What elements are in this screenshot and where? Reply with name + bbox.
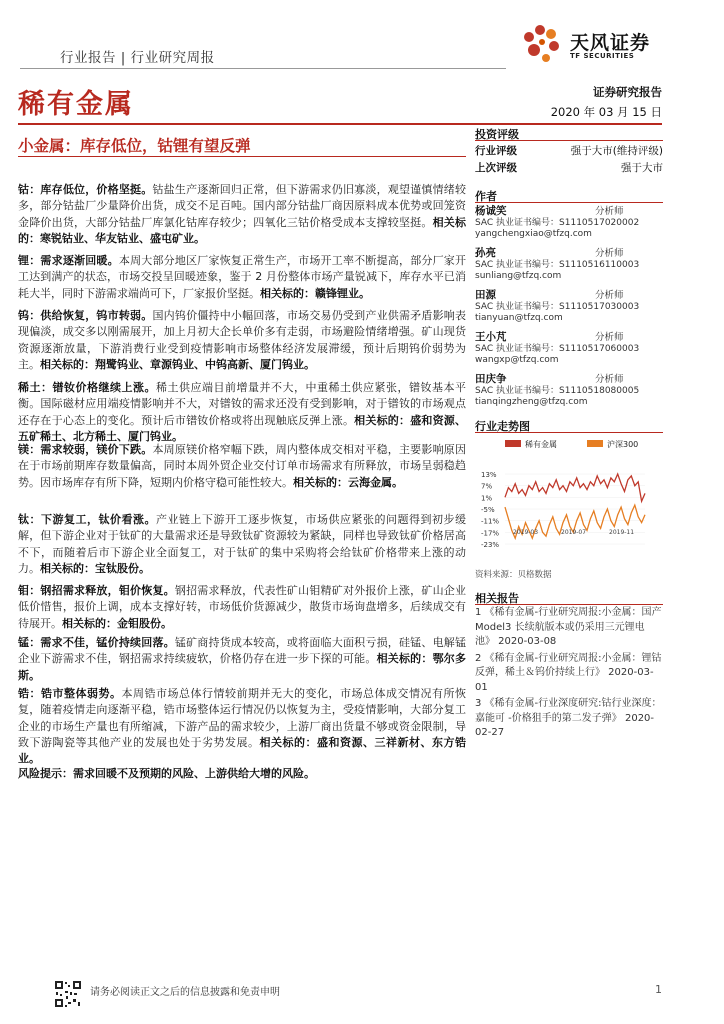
related-stocks: 翔鹭钨业、章源钨业、中钨高新、厦门钨业。 (95, 357, 315, 371)
y-tick-label: -23% (481, 541, 500, 549)
author-entry (475, 206, 663, 241)
author-email[interactable]: tianyuan@tfzq.com (475, 313, 563, 323)
rating-label: 行业评级 (475, 145, 517, 157)
related-report-item[interactable]: 3 《稀有金属-行业深度研究:钴行业深度：嘉能可 -价格狙手的第二发子弹》 2020-02-27 (475, 698, 662, 738)
paragraph-lead: 锂：需求逐渐回暖。 (18, 254, 119, 267)
authors-divider (475, 202, 663, 203)
author-name: 孙亮 (475, 247, 496, 259)
legend-label: 稀有金属 (525, 440, 557, 449)
paragraph-lead: 钴：库存低位，价格坚挺。 (18, 183, 153, 196)
rating-value: 强于大市 (621, 162, 663, 174)
paragraph-text: 国内钨价僵持中小幅回落，市场交易仍受到产业供需矛盾影响表现偏淡，成交多以刚需展开，加上月初大企长单价多有走弱，市场避险情绪增强。矿山现货资源逐渐放量，下游消费行业受到疫情影响市场整体经济发展滞缓，预计后期钨价弱势为主。 (18, 309, 467, 371)
paragraph-text: 锰矿商持货成本较高，或将面临大面积亏损，硅锰、电解锰企业下游需求不佳，钢招需求持续疲软，价格仍存在进一步下探的可能。 (18, 636, 467, 666)
rating-label: 上次评级 (475, 162, 517, 174)
author-entry (475, 248, 663, 283)
body-paragraph (18, 380, 466, 445)
y-tick-label: 7% (481, 482, 493, 491)
sector-divider (18, 123, 662, 125)
legend-swatch-csi300 (587, 440, 603, 447)
risk-text: 需求回暖不及预期的风险、上游供给大增的风险。 (73, 767, 315, 780)
paragraph-lead: 镁：需求较弱，镁价下跌。 (18, 443, 153, 456)
related-stocks: 赣锋锂业。 (315, 286, 370, 300)
x-tick-label: 2019-07 (561, 529, 587, 536)
related-stocks: 鄂尔多斯。 (18, 652, 467, 682)
title-divider (18, 156, 466, 157)
author-name: 田源 (475, 289, 496, 301)
related-stocks-label: 相关标的： (40, 357, 95, 371)
body-paragraph (18, 686, 466, 767)
author-role: 分析师 (595, 248, 624, 259)
author-sac: SAC 执业证书编号：S1110517030003 (475, 301, 640, 312)
legend-swatch-rare-metals (505, 440, 521, 447)
related-stocks: 金钼股份。 (117, 616, 172, 630)
related-divider (475, 604, 663, 605)
y-tick-label: -11% (481, 517, 500, 526)
body-paragraph (18, 308, 466, 373)
industry-trend-chart (475, 432, 663, 564)
brand-name-en: TF SECURITIES (570, 52, 635, 60)
author-name: 田庆争 (475, 373, 507, 385)
author-sac: SAC 执业证书编号：S1110516110003 (475, 259, 640, 270)
author-email[interactable]: wangxp@tfzq.com (475, 355, 559, 365)
author-entry (475, 332, 663, 367)
author-name: 王小芃 (475, 331, 507, 343)
y-tick-label: 1% (481, 494, 493, 503)
rating-value: 强于大市(维持评级) (570, 145, 663, 157)
qr-code-icon (54, 980, 82, 1008)
sector-title: 稀有金属 (18, 89, 134, 120)
related-stocks: 盛和资源、五矿稀土、北方稀土、厦门钨业。 (18, 413, 467, 443)
author-email[interactable]: sunliang@tfzq.com (475, 271, 562, 281)
paragraph-lead: 钨：供给恢复，钨市转弱。 (18, 309, 153, 322)
paragraph-text: 产业链上下游开工逐步恢复，市场供应紧张的问题得到初步缓解，但下游企业对于钛矿的大量需求还是导致钛矿资源较为紧缺，同样也导致钛矿价格居高不下，而随着后市下游企业全面复工，对于钛矿的集中采购将会给钛矿价格带来上涨的动力。 (18, 513, 466, 575)
page-number: 1 (655, 983, 662, 996)
related-stocks-label: 相关标的： (354, 413, 411, 427)
related-report-item[interactable]: 1 《稀有金属-行业研究周报:小金属：国产 Model3 长续航版本或仍采用三元锂电池》 2020-03-08 (475, 607, 662, 647)
rating-row-industry (475, 143, 663, 158)
rating-section-header: 投资评级 (475, 128, 519, 141)
related-stocks-label: 相关标的： (260, 286, 315, 300)
report-title: 小金属：库存低位，钴锂有望反弹 (18, 137, 251, 155)
body-paragraph (18, 182, 466, 247)
author-name: 杨诚笑 (475, 205, 507, 217)
author-sac: SAC 执业证书编号：S1110518080005 (475, 385, 640, 396)
chart-source: 资料来源：贝格数据 (475, 570, 552, 580)
author-sac: SAC 执业证书编号：S1110517020002 (475, 217, 640, 228)
paragraph-text: 本周原镁价格窄幅下跌，周内整体成交相对平稳，主要影响原因在于市场前期库存数量偏高，同时本周外贸企业交付订单市场需求有所释放，市场呈弱稳趋势。因市场库存有所下降，短期内价格守稳可能性较大。 (18, 443, 467, 489)
author-role: 分析师 (595, 332, 624, 343)
author-entry (475, 374, 663, 409)
related-stocks: 寒锐钴业、华友钴业、盛屯矿业。 (40, 231, 205, 245)
body-paragraph (18, 583, 466, 632)
related-report-item[interactable]: 2 《稀有金属-行业研究周报:小金属：锂钴反弹，稀土＆钨价持续上行》 2020-03-01 (475, 652, 662, 693)
report-tagline: 行业报告 | 行业研究周报 (60, 50, 215, 66)
related-section-header: 相关报告 (475, 592, 519, 605)
report-type-label: 证券研究报告 (593, 85, 662, 99)
related-stocks: 宝钛股份。 (95, 561, 150, 575)
related-stocks: 盛和资源、三祥新材、东方锆业。 (18, 735, 466, 766)
header-divider (20, 68, 506, 69)
author-email[interactable]: tianqingzheng@tfzq.com (475, 397, 588, 407)
author-email[interactable]: yangchengxiao@tfzq.com (475, 229, 592, 239)
author-role: 分析师 (595, 290, 624, 301)
y-tick-label: 13% (481, 471, 497, 479)
risk-warning (18, 766, 466, 782)
body-paragraph (18, 442, 466, 491)
related-stocks-label: 相关标的： (40, 561, 95, 575)
paragraph-lead: 钛：下游复工，钛价看涨。 (18, 513, 156, 526)
rating-row-previous (475, 160, 663, 175)
paragraph-lead: 钼：钢招需求释放，钼价恢复。 (18, 584, 175, 597)
report-date: 2020 年 03 月 15 日 (550, 105, 662, 119)
author-entry (475, 290, 663, 325)
related-stocks-label: 相关标的： (62, 616, 117, 630)
brand-name: 天风证券 (570, 32, 651, 54)
body-paragraph (18, 253, 466, 302)
related-stocks-label: 相关标的： (18, 215, 467, 245)
y-tick-label: -17% (481, 529, 500, 538)
body-paragraph (18, 635, 466, 684)
paragraph-lead: 锰：需求不佳，锰价持续回落。 (18, 636, 175, 649)
related-stocks: 云海金属。 (348, 475, 403, 489)
related-reports-list (475, 606, 663, 743)
rating-divider (475, 140, 663, 141)
paragraph-text: 钴盐生产逐渐回归正常，但下游需求仍旧寡淡，观望谨慎情绪较多，部分钴盐厂少量降价出货，成交不足百吨。国内部分钴盐厂商因原料成本优势或回笼资金降价出货，大部分钴盐厂库氯化钴库存较少；四氧化三钴价格受成本支撑较坚挺。 (18, 183, 467, 229)
related-stocks-label: 相关标的： (376, 652, 433, 666)
related-stocks-label: 相关标的： (259, 735, 317, 749)
body-paragraph (18, 512, 466, 577)
paragraph-text: 钢招需求释放，代表性矿山钼精矿对外报价上涨，矿山企业低价惜售，报价上调，成本支撑好转，市场低价货源减少，散货市场询盘增多，后续成交有待展开。 (18, 584, 467, 630)
author-role: 分析师 (595, 206, 624, 217)
paragraph-lead: 稀土：镨钕价格继续上涨。 (18, 381, 156, 394)
x-tick-label: 2019-03 (513, 529, 539, 536)
x-tick-label: 2019-11 (609, 529, 635, 536)
paragraph-lead: 锆：锆市整体弱势。 (18, 687, 122, 700)
author-role: 分析师 (595, 374, 624, 385)
related-stocks-label: 相关标的： (293, 475, 348, 489)
paragraph-text: 本周大部分地区厂家恢复正常生产，市场开工率不断提高，部分厂家开工达到满产的状态，市场交投呈回暖迹象，鉴于 2 月份整体市场产量锐减下，库存水平已消耗大半，同时下游需求端尚可下，厂家报价坚挺。 (18, 254, 467, 300)
risk-lead: 风险提示： (18, 767, 73, 780)
trend-section-header: 行业走势图 (475, 420, 530, 433)
y-tick-label: -5% (481, 506, 495, 514)
legend-label: 沪深300 (607, 440, 639, 449)
footer-disclaimer: 请务必阅读正文之后的信息披露和免责申明 (90, 987, 280, 998)
paragraph-text: 本周锆市场总体行情较前期并无大的变化，市场总体成交情况有所恢复，随着疫情走向逐渐平稳，锆市场整体运行情况仍以恢复为主，受疫情影响，大部分复工企业的市场生产量也有所缩减，下游产品的需求较少，上游厂商出货量不够或资金限制，导致下游陶瓷等其他产业的发展也处于劣势发展。 (18, 687, 466, 749)
paragraph-text: 稀土供应端目前增量并不大，中重稀土供应紧张，镨钕基本平衡。国际磁材应用端疫情影响并不大，对镨钕的需求还没有受到影响，对于镨钕的市场观点还存在于心态上的变化。预计后市镨钕价格或将出现触底反弹上涨。 (18, 381, 466, 427)
author-sac: SAC 执业证书编号：S1110517060003 (475, 343, 640, 354)
authors-section-header: 作者 (475, 190, 497, 203)
brand-logo-icon (520, 20, 566, 66)
